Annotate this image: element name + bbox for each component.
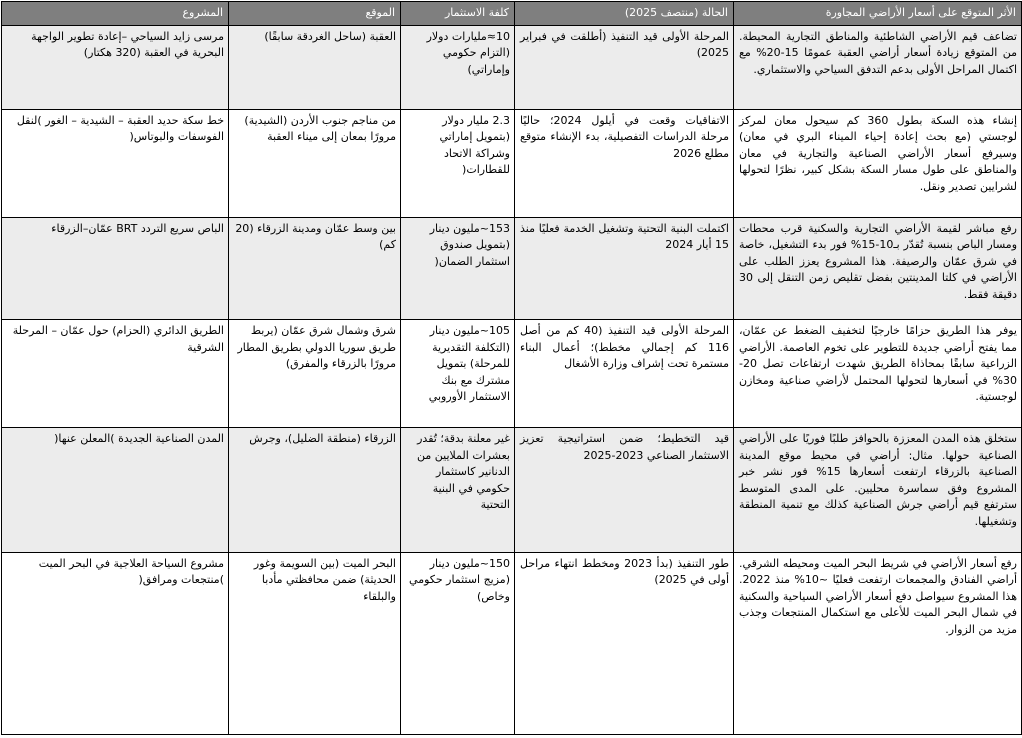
project-cell: الطريق الدائري (الحزام) حول عمّان – المرحلة الشرقية: [2, 320, 229, 428]
cost-cell: 2.3 مليار دولار (بتمويل إماراتي وشراكة الاتحاد للقطارات(: [401, 109, 515, 217]
table-row: [2, 217, 1022, 319]
project-cell: الباص سريع التردد BRT عمّان–الزرقاء: [2, 217, 229, 319]
location-cell: من مناجم جنوب الأردن (الشيدية) مرورًا بمعان إلى ميناء العقبة: [229, 109, 401, 217]
location-cell: العقبة (ساحل الغردقة سابقًا): [229, 25, 401, 109]
projects-table: [1, 1, 1022, 735]
impact-cell: تضاعف قيم الأراضي الشاطئية والمناطق التجارية المحيطة. من المتوقع زيادة أسعار أراضي العقبة عمومًا 15-20% مع اكتمال المراحل الأولى بدعم التدفق السياحي والاستثماري.: [734, 25, 1022, 109]
table-row: [2, 25, 1022, 109]
status-cell: الاتفاقيات وقعت في أيلول 2024؛ حاليًا مرحلة الدراسات التفصيلية، بدء الإنشاء متوقع مطلع 2026: [515, 109, 734, 217]
header-status: الحالة (منتصف 2025): [515, 2, 734, 26]
location-cell: بين وسط عمّان ومدينة الزرقاء (20 كم): [229, 217, 401, 319]
status-cell: اكتملت البنية التحتية وتشغيل الخدمة فعليًا منذ 15 أيار 2024: [515, 217, 734, 319]
location-cell: البحر الميت (بين السويمة وغور الحديثة) ضمن محافظتي مأدبا والبلقاء: [229, 552, 401, 734]
status-cell: المرحلة الأولى قيد التنفيذ (40 كم من أصل 116 كم إجمالي مخطط)؛ أعمال البناء مستمرة تحت إشراف وزارة الأشغال: [515, 320, 734, 428]
impact-cell: رفع مباشر لقيمة الأراضي التجارية والسكنية قرب محطات ومسار الباص بنسبة تُقدّر بـ10-15% فور بدء التشغيل، خاصة في شرق عمّان والرصيفة. هذا المشروع يعزز الطلب على الأراضي في كلتا المدينتين بفضل تقليص زمن التنقل إلى 30 دقيقة فقط.: [734, 217, 1022, 319]
header-row: [2, 2, 1022, 26]
impact-cell: يوفر هذا الطريق حزامًا خارجيًا لتخفيف الضغط عن عمّان، مما يفتح أراضي جديدة للتطوير على تخوم العاصمة. الأراضي الزراعية سابقًا بمحاذاة الطريق شهدت ارتفاعات تصل 20-30% في أسعارها لتحولها المحتمل لأراضي صناعية ومخازن لوجستية.: [734, 320, 1022, 428]
header-location: الموقع: [229, 2, 401, 26]
project-cell: المدن الصناعية الجديدة )المعلن عنها(: [2, 428, 229, 552]
project-cell: مشروع السياحة العلاجية في البحر الميت )منتجعات ومرافق(: [2, 552, 229, 734]
project-cell: مرسى زايد السياحي –إعادة تطوير الواجهة البحرية في العقبة (320 هكتار): [2, 25, 229, 109]
table-row: [2, 552, 1022, 734]
header-cost: كلفة الاستثمار: [401, 2, 515, 26]
cost-cell: غير معلنة بدقة؛ تُقدر بعشرات الملايين من الدنانير كاستثمار حكومي في البنية التحتية: [401, 428, 515, 552]
status-cell: قيد التخطيط؛ ضمن استراتيجية تعزيز الاستثمار الصناعي 2023-2025: [515, 428, 734, 552]
impact-cell: رفع أسعار الأراضي في شريط البحر الميت ومحيطه الشرقي. أراضي الفنادق والمجمعات ارتفعت فعليًا ~10% منذ 2022. هذا المشروع سيواصل دفع أسعار الأراضي السياحية والسكنية في شمال البحر الميت للأعلى مع استكمال المنتجعات وجذب مزيد من الزوار.: [734, 552, 1022, 734]
cost-cell: 10≈مليارات دولار (التزام حكومي وإماراتي): [401, 25, 515, 109]
cost-cell: 105~مليون دينار (التكلفة التقديرية للمرحلة) بتمويل مشترك مع بنك الاستثمار الأوروبي: [401, 320, 515, 428]
status-cell: طور التنفيذ (بدأ 2023 ومخطط انتهاء مراحل أولى في 2025): [515, 552, 734, 734]
status-cell: المرحلة الأولى قيد التنفيذ (أطلقت في فبراير 2025): [515, 25, 734, 109]
impact-cell: ستخلق هذه المدن المعززة بالحوافز طلبًا فوريًا على الأراضي الصناعية حولها. مثال: أراضي في محيط موقع المدينة الصناعية بالزرقاء ارتفعت أسعارها 15% فور نشر خبر المشروع وفق سماسرة محليين. على المدى المتوسط سترتفع قيم أراضي جرش الصناعية كذلك مع تنمية المنطقة وتشغيلها.: [734, 428, 1022, 552]
location-cell: شرق وشمال شرق عمّان (يربط طريق سوريا الدولي بطريق المطار مرورًا بالزرقاء والمفرق): [229, 320, 401, 428]
header-impact: الأثر المتوقع على أسعار الأراضي المجاورة: [734, 2, 1022, 26]
table-row: [2, 428, 1022, 552]
table-row: [2, 109, 1022, 217]
table-row: [2, 320, 1022, 428]
location-cell: الزرقاء (منطقة الضليل)، وجرش: [229, 428, 401, 552]
header-project: المشروع: [2, 2, 229, 26]
cost-cell: 153~مليون دينار (بتمويل صندوق استثمار الضمان(: [401, 217, 515, 319]
impact-cell: إنشاء هذه السكة بطول 360 كم سيحول معان لمركز لوجستي (مع بحث إعادة إحياء الميناء البري في معان) وسيرفع أسعار الأراضي الصناعية والتجارية في معان والمناطق على طول مسار السكة بشكل كبير، نظرًا لتحولها لشرايين تصدير ونقل.: [734, 109, 1022, 217]
cost-cell: 150~مليون دينار (مزيج استثمار حكومي وخاص): [401, 552, 515, 734]
project-cell: خط سكة حديد العقبة – الشيدية – الغور )لنقل الفوسفات والبوتاس(: [2, 109, 229, 217]
